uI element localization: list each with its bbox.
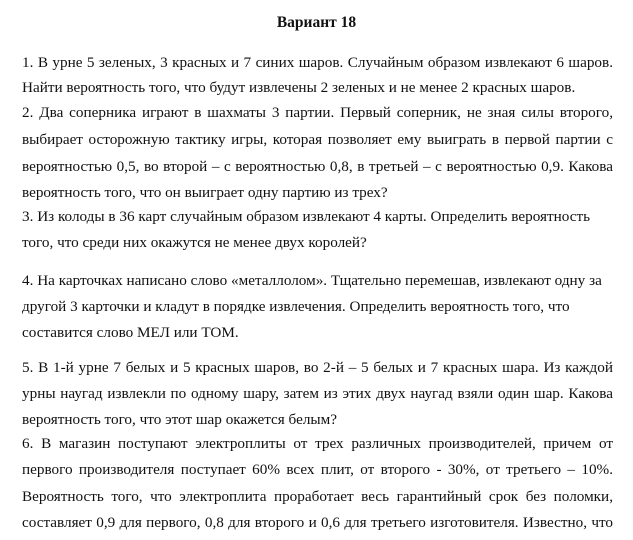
problem-2-line-3: вероятностью 0,5, во второй – с вероятностью 0,8, в третьей – с вероятностью 0,9. Какова [22, 158, 613, 175]
problem-6-line-3: Вероятность того, что электроплита проработает весь гарантийный срок без поломки, [22, 488, 613, 505]
problem-3-line-2: того, что среди них окажутся не менее двух королей? [22, 234, 367, 251]
problem-6-line-4: составляет 0,9 для первого, 0,8 для второго и 0,6 для третьего изготовителя. Известно, что [22, 514, 613, 531]
problem-4-line-1: 4. На карточках написано слово «металлолом». Тщательно перемешав, извлекают одну за [22, 272, 602, 289]
page-title: Вариант 18 [276, 14, 357, 31]
problem-5-line-2: урны наугад извлекли по одному шару, затем из этих двух наугад взяли один шар. Какова [22, 385, 613, 402]
problem-1-line-1: 1. В урне 5 зеленых, 3 красных и 7 синих шаров. Случайным образом извлекают 6 шаров. [22, 54, 613, 71]
problem-6-line-2: первого производителя поступает 60% всех плит, от второго - 30%, от третьего – 10%. [22, 461, 613, 478]
problem-2-line-2: выбирает осторожную тактику игры, которая позволяет ему выиграть в первой партии с [22, 131, 613, 148]
problem-1-line-2: Найти вероятность того, что будут извлечены 2 зеленых и не менее 2 красных шаров. [22, 79, 576, 96]
problem-6-line-1: 6. В магазин поступают электроплиты от трех различных производителей, причем от [22, 435, 613, 452]
problem-4-line-2: другой 3 карточки и кладут в порядке извлечения. Определить вероятность того, что [22, 298, 570, 315]
problem-5-line-3: вероятность того, что этот шар окажется белым? [22, 411, 337, 428]
problem-4-line-3: составится слово МЕЛ или ТОМ. [22, 324, 239, 341]
problem-2-line-4: вероятность того, что он выиграет одну партию из трех? [22, 184, 388, 201]
problem-2-line-1: 2. Два соперника играют в шахматы 3 партии. Первый соперник, не зная силы второго, [22, 104, 613, 121]
problem-3-line-1: 3. Из колоды в 36 карт случайным образом извлекают 4 карты. Определить вероятность [22, 208, 591, 225]
problem-5-line-1: 5. В 1-й урне 7 белых и 5 красных шаров, во 2-й – 5 белых и 7 красных шара. Из каждой [22, 359, 613, 376]
